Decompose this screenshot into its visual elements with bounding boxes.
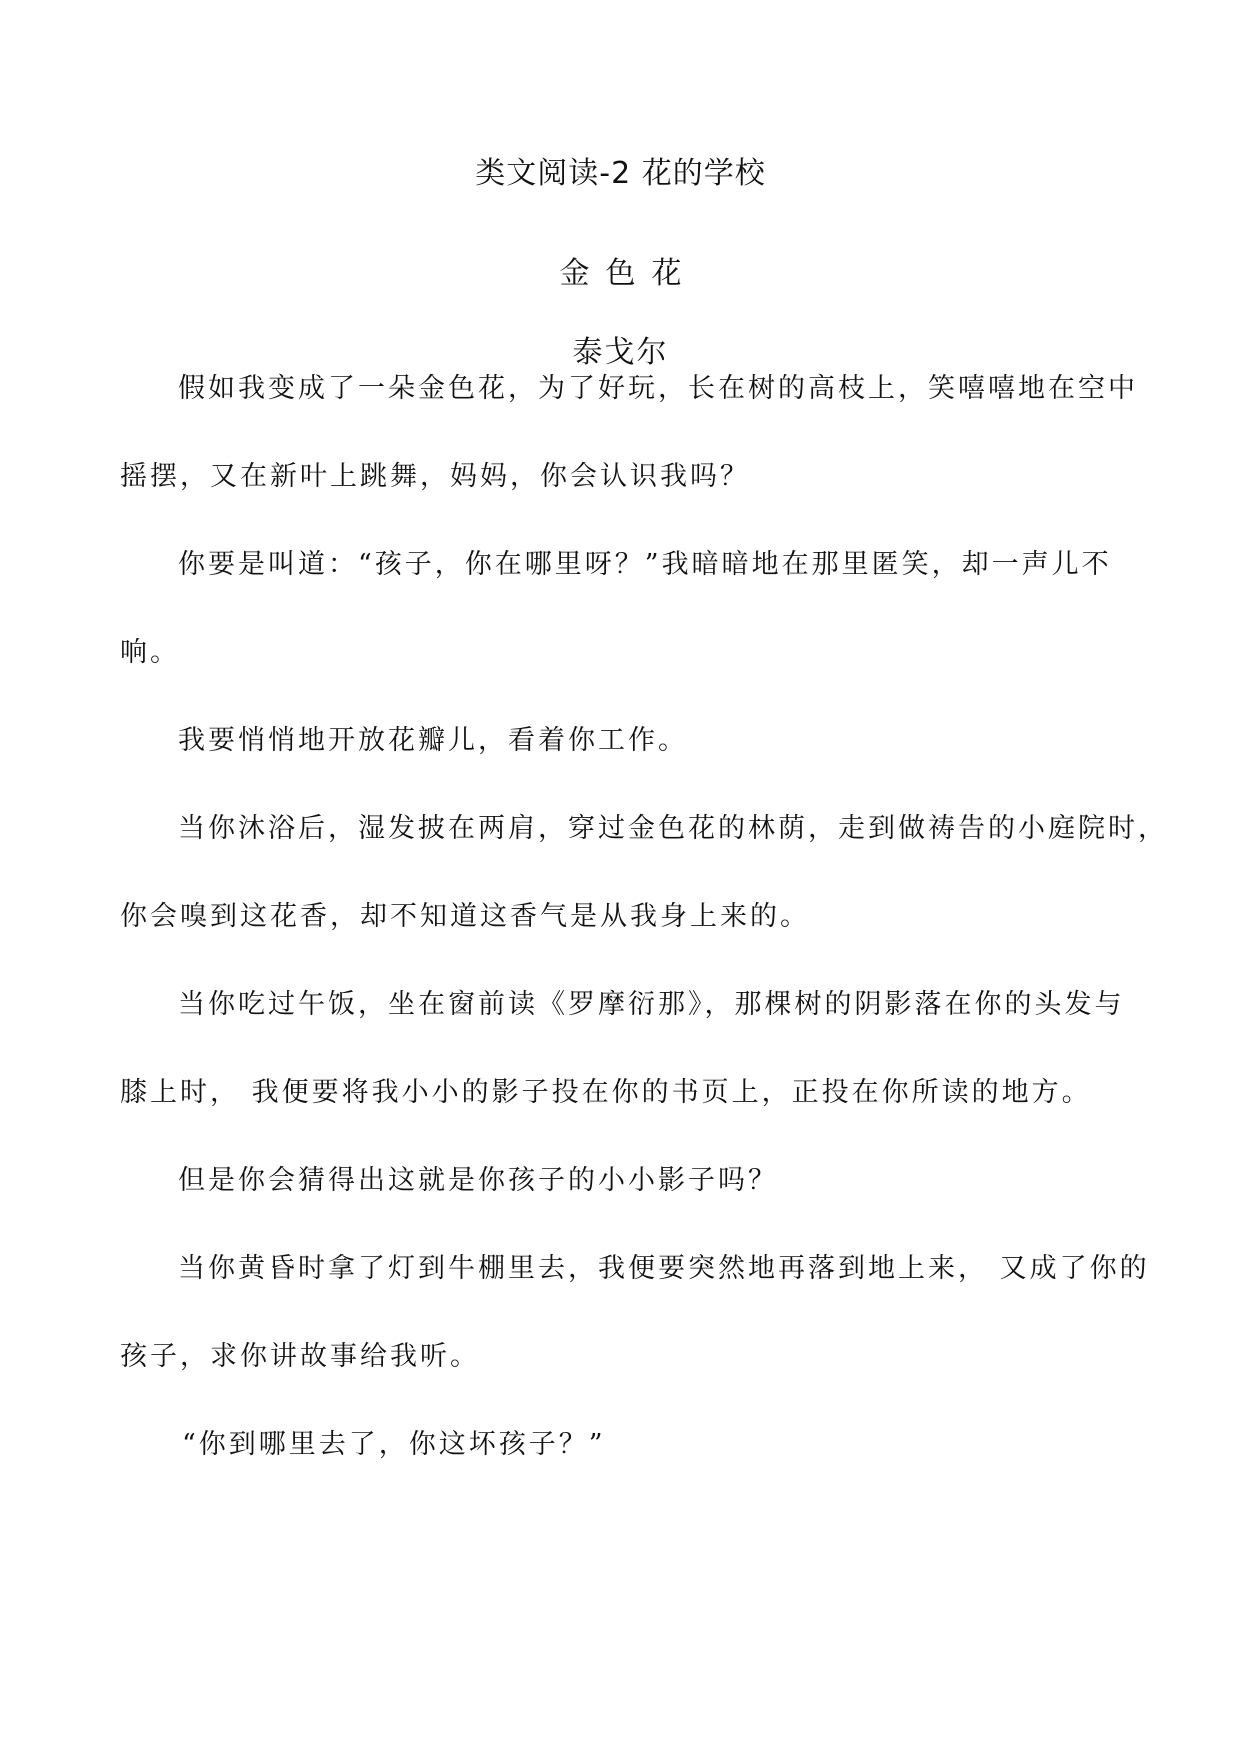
paragraph-line: 响。 [120,637,180,668]
paragraph-line: 当你吃过午饭，坐在窗前读《罗摩衍那》，那棵树的阴影落在你的头发与 [178,989,1125,1020]
paragraph-line: 假如我变成了一朵金色花，为了好玩，长在树的高枝上，笑嘻嘻地在空中 [178,373,1138,404]
paragraph-line: 当你沐浴后，湿发披在两肩，穿过金色花的林荫，走到做祷告的小庭院时， [178,813,1168,844]
paragraph-line: 当你黄昏时拿了灯到牛棚里去，我便要突然地再落到地上来， 又成了你的 [178,1253,1150,1284]
paragraph-line: 你要是叫道：“孩子，你在哪里呀？”我暗暗地在那里匿笑，却一声儿不 [178,549,1112,580]
paragraph-line: 我要悄悄地开放花瓣儿，看着你工作。 [178,725,688,756]
poem-title: 金色花 [559,256,698,291]
header-title: 类文阅读-2 花的学校 [475,156,766,191]
paragraph-line: 但是你会猜得出这就是你孩子的小小影子吗？ [178,1165,778,1196]
paragraph-line: 孩子，求你讲故事给我听。 [120,1341,480,1372]
paragraph-line: 摇摆，又在新叶上跳舞，妈妈，你会认识我吗？ [120,461,750,492]
paragraph-line: 膝上时， 我便要将我小小的影子投在你的书页上，正投在你所读的地方。 [120,1077,1092,1108]
paragraph-line: 你会嗅到这花香，却不知道这香气是从我身上来的。 [120,901,810,932]
paragraph-line: “你到哪里去了，你这坏孩子？” [182,1429,606,1460]
author-name: 泰戈尔 [572,335,669,370]
